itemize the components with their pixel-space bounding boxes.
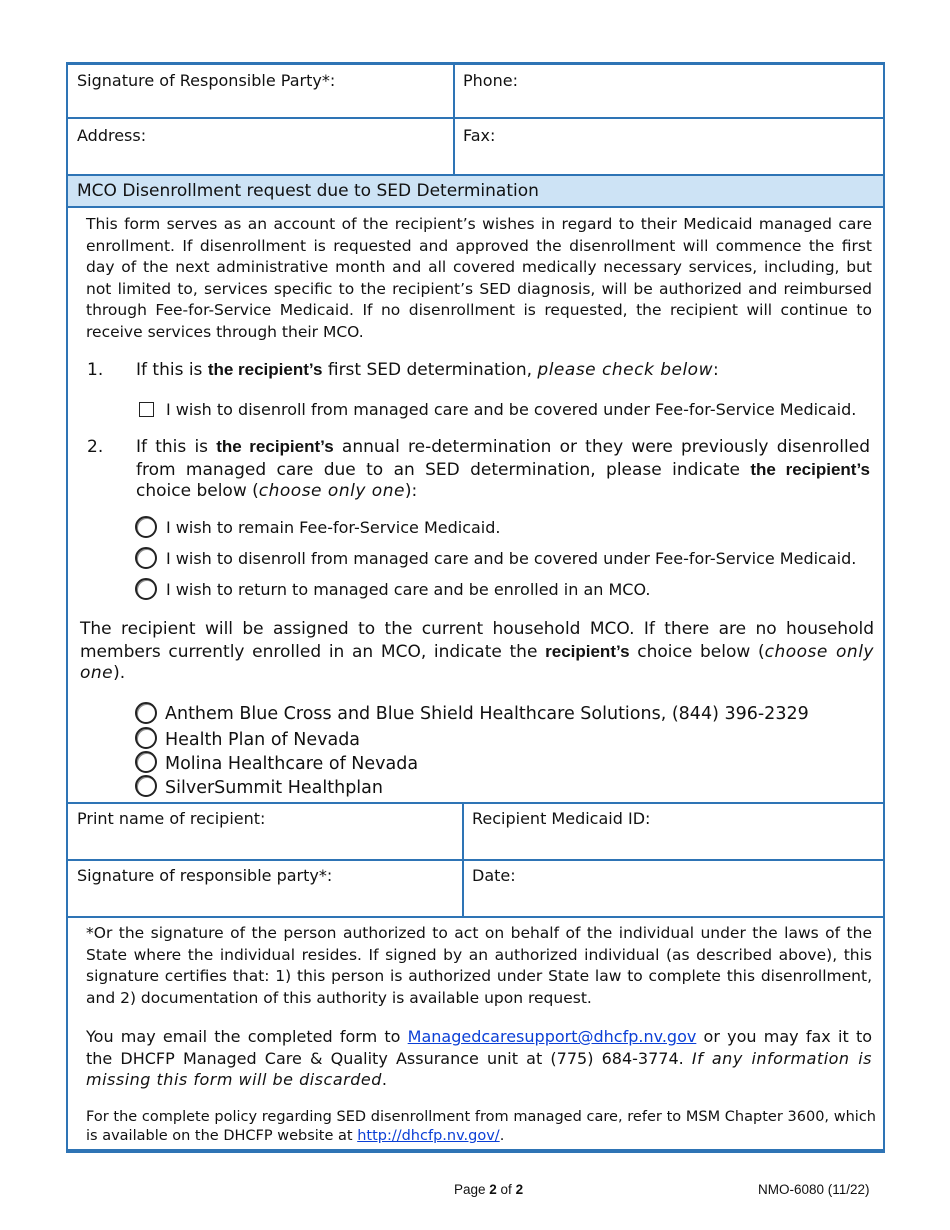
form-id: NMO-6080 (11/22) <box>758 1182 870 1197</box>
remain-ffs-radio[interactable] <box>135 516 157 538</box>
signature-responsible-label: Signature of responsible party*: <box>77 866 333 885</box>
anthem-radio[interactable] <box>135 702 157 724</box>
section-heading: MCO Disenrollment request due to SED Determination <box>77 181 539 201</box>
remain-ffs-label: I wish to remain Fee-for-Service Medicaid. <box>166 518 501 537</box>
print-name-label: Print name of recipient: <box>77 809 266 828</box>
household-paragraph: The recipient will be assigned to the current household MCO. If there are no household members currently enrolled in an MCO, indicate the recipient’s choice below (choose only one). <box>80 619 874 683</box>
disenroll-first-checkbox[interactable] <box>139 402 154 417</box>
return-mco-radio[interactable] <box>135 578 157 600</box>
item-1-number: 1. <box>87 360 104 380</box>
health-plan-nevada-radio[interactable] <box>135 727 157 749</box>
form-frame <box>66 62 885 1153</box>
intro-text: This form serves as an account of the recipient’s wishes in regard to their Medicaid managed care enrollment. If disenrollment is requested and approved the disenrollment will commence the first day of the next administrative month and all covered medically necessary services, including, but not limited to, services specific to the recipient’s SED diagnosis, will be authorized and reimbursed through Fee-for-Service Medicaid. If no disenrollment is requested, the recipient will continue to receive services through their MCO. <box>86 215 872 341</box>
email-link[interactable]: Managedcaresupport@dhcfp.nv.gov <box>407 1027 697 1046</box>
footnote-paragraph <box>86 923 872 1009</box>
top-table-row-line <box>68 117 883 119</box>
fax-label: Fax: <box>463 126 496 145</box>
health-plan-nevada-label: Health Plan of Nevada <box>165 730 361 750</box>
silversummit-radio[interactable] <box>135 775 157 797</box>
address-label: Address: <box>77 126 147 145</box>
anthem-label: Anthem Blue Cross and Blue Shield Healthcare Solutions, (844) 396-2329 <box>165 704 809 724</box>
bottom-table-mid-line <box>68 859 883 861</box>
signature-responsible-party-label: Signature of Responsible Party*: <box>77 71 336 90</box>
phone-label: Phone: <box>463 71 518 90</box>
intro-paragraph <box>86 214 872 343</box>
section-heading-bar <box>68 174 883 208</box>
page-number: Page 2 of 2 <box>454 1182 524 1197</box>
disenroll-ffs-label: I wish to disenroll from managed care and be covered under Fee-for-Service Medicaid. <box>166 549 857 568</box>
policy-paragraph: For the complete policy regarding SED disenrollment from managed care, refer to MSM Chapter 3600, which is available on the DHCFP website at http://dhcfp.nv.gov/. <box>86 1109 876 1144</box>
medicaid-id-label: Recipient Medicaid ID: <box>472 809 651 828</box>
date-label: Date: <box>472 866 516 885</box>
item-2-number: 2. <box>87 437 104 457</box>
dhcfp-website-link[interactable]: http://dhcfp.nv.gov/ <box>357 1128 500 1144</box>
molina-radio[interactable] <box>135 751 157 773</box>
disenroll-ffs-radio[interactable] <box>135 547 157 569</box>
return-mco-label: I wish to return to managed care and be enrolled in an MCO. <box>166 580 651 599</box>
bottom-table-top-line <box>68 802 883 804</box>
item-1-text: If this is the recipient’s first SED determination, please check below: <box>136 360 719 380</box>
footnote-text: *Or the signature of the person authorized to act on behalf of the individual under the laws of the State where the individual resides. If signed by an authorized individual (as described above), this signature certifies that: 1) this person is authorized under State law to complete this disenrollment, and 2) documentation of this authority is available upon request. <box>86 924 872 1007</box>
email-paragraph: You may email the completed form to Managedcaresupport@dhcfp.nv.gov or you may fax it to the DHCFP Managed Care & Quality Assurance unit at (775) 684-3774. If any information is missing this form will be discarded. <box>86 1027 873 1089</box>
molina-label: Molina Healthcare of Nevada <box>165 754 419 774</box>
bottom-table-bottom-line <box>68 916 883 918</box>
bottom-table-divider <box>462 802 464 918</box>
item-2-text: If this is the recipient’s annual re-determination or they were previously disenrolled from managed care due to an SED determination, please indicate the recipient’s choice below (choose only one): <box>136 437 871 501</box>
disenroll-first-checkbox-label: I wish to disenroll from managed care and be covered under Fee-for-Service Medicaid. <box>166 400 857 419</box>
silversummit-label: SilverSummit Healthplan <box>165 778 383 798</box>
